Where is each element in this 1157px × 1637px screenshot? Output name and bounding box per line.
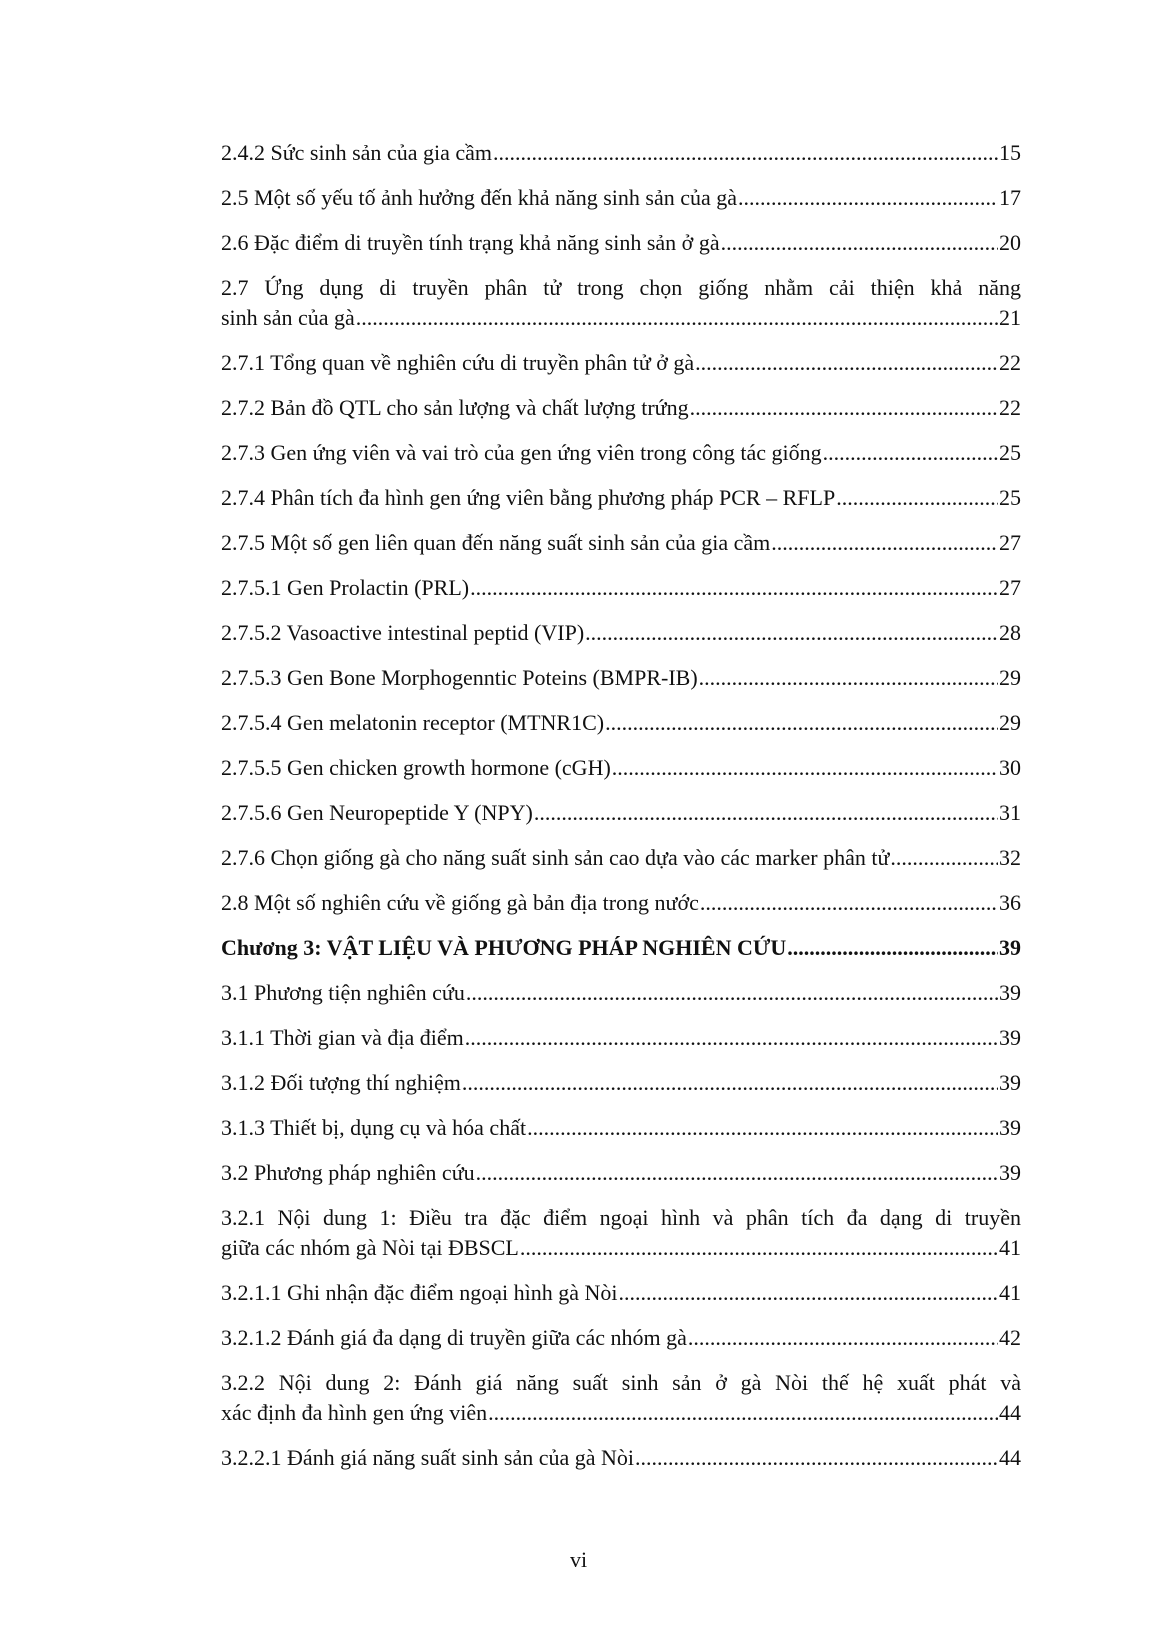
toc-leader-dots xyxy=(823,438,998,468)
toc-entry-3-2[interactable] xyxy=(221,1158,1021,1188)
toc-leader-dots xyxy=(470,573,998,603)
toc-entry-page: 39 xyxy=(999,1160,1021,1185)
toc-entry-2-7-1[interactable] xyxy=(221,348,1021,378)
toc-entry-title: 3.1.2 Đối tượng thí nghiệm xyxy=(221,1070,461,1095)
toc-leader-dots xyxy=(700,888,998,918)
toc-entry-page: 44 xyxy=(999,1400,1021,1425)
toc-entry-title: 2.7.5.6 Gen Neuropeptide Y (NPY) xyxy=(221,800,533,825)
toc-entry-page: 36 xyxy=(999,890,1021,915)
toc-entry-title: 2.7.2 Bản đồ QTL cho sản lượng và chất lượng trứng xyxy=(221,395,689,420)
toc-entry-title: 3.1.1 Thời gian và địa điểm xyxy=(221,1025,464,1050)
toc-entry-title: 2.4.2 Sức sinh sản của gia cầm xyxy=(221,140,492,165)
toc-leader-dots xyxy=(787,933,998,963)
toc-leader-dots xyxy=(738,183,998,213)
toc-entry-title: 3.1 Phương tiện nghiên cứu xyxy=(221,980,465,1005)
toc-entry-page: 41 xyxy=(999,1235,1021,1260)
toc-entry-title: 2.7.6 Chọn giống gà cho năng suất sinh sản cao dựa vào các marker phân tử xyxy=(221,845,890,870)
table-of-contents xyxy=(221,138,1021,1488)
toc-entry-page: 31 xyxy=(999,800,1021,825)
toc-entry-3-2-1-2[interactable] xyxy=(221,1323,1021,1353)
toc-leader-dots xyxy=(612,753,998,783)
toc-entry-2-4-2[interactable] xyxy=(221,138,1021,168)
toc-entry-3-2-1-1[interactable] xyxy=(221,1278,1021,1308)
toc-entry-title: 2.7.5.4 Gen melatonin receptor (MTNR1C) xyxy=(221,710,605,735)
toc-entry-2-5[interactable] xyxy=(221,183,1021,213)
toc-leader-dots xyxy=(635,1443,998,1473)
toc-entry-title: 2.8 Một số nghiên cứu về giống gà bản địa trong nước xyxy=(221,890,699,915)
toc-leader-dots xyxy=(890,843,998,873)
toc-chapter-title: Chương 3: VẬT LIỆU VÀ PHƯƠNG PHÁP NGHIÊN CỨU xyxy=(221,935,787,960)
toc-entry-title-line1: 2.7 Ứng dụng di truyền phân tử trong chọn giống nhằm cải thiện khả năng xyxy=(221,275,1021,300)
toc-entry-title: 2.7.5 Một số gen liên quan đến năng suất sinh sản của gia cầm xyxy=(221,530,771,555)
toc-entry-page: 44 xyxy=(999,1445,1021,1470)
toc-leader-dots xyxy=(699,663,998,693)
toc-leader-dots xyxy=(493,138,998,168)
toc-entry-2-7-6[interactable] xyxy=(221,843,1021,873)
toc-entry-2-7-2[interactable] xyxy=(221,393,1021,423)
toc-leader-dots xyxy=(465,1023,998,1053)
toc-entry-page: 39 xyxy=(999,1115,1021,1140)
toc-entry-page: 41 xyxy=(999,1280,1021,1305)
toc-entry-page: 21 xyxy=(999,305,1021,330)
toc-entry-title: sinh sản của gà xyxy=(221,305,355,330)
toc-leader-dots xyxy=(695,348,998,378)
toc-entry-page: 42 xyxy=(999,1325,1021,1350)
toc-entry-3-1-1[interactable] xyxy=(221,1023,1021,1053)
toc-entry-title: 2.6 Đặc điểm di truyền tính trạng khả năng sinh sản ở gà xyxy=(221,230,720,255)
toc-entry-3-2-2[interactable] xyxy=(221,1368,1021,1428)
toc-entry-title: xác định đa hình gen ứng viên xyxy=(221,1400,488,1425)
toc-entry-page: 15 xyxy=(999,140,1021,165)
toc-entry-page: 32 xyxy=(999,845,1021,870)
toc-entry-page: 25 xyxy=(999,485,1021,510)
toc-entry-title: 2.7.5.5 Gen chicken growth hormone (cGH) xyxy=(221,755,611,780)
toc-entry-chapter-3[interactable] xyxy=(221,933,1021,963)
toc-entry-page: 22 xyxy=(999,395,1021,420)
toc-leader-dots xyxy=(721,228,998,258)
toc-entry-title-line1: 3.2.1 Nội dung 1: Điều tra đặc điểm ngoại hình và phân tích đa dạng di truyền xyxy=(221,1205,1021,1230)
toc-entry-2-7-5[interactable] xyxy=(221,528,1021,558)
toc-leader-dots xyxy=(771,528,998,558)
toc-entry-2-7-5-3[interactable] xyxy=(221,663,1021,693)
toc-entry-3-2-2-1[interactable] xyxy=(221,1443,1021,1473)
toc-entry-title: giữa các nhóm gà Nòi tại ĐBSCL xyxy=(221,1235,519,1260)
toc-leader-dots xyxy=(356,303,998,333)
toc-leader-dots xyxy=(476,1158,998,1188)
toc-entry-page: 29 xyxy=(999,710,1021,735)
toc-entry-page: 22 xyxy=(999,350,1021,375)
toc-entry-title: 2.7.4 Phân tích đa hình gen ứng viên bằng phương pháp PCR – RFLP xyxy=(221,485,836,510)
toc-entry-2-7-5-2[interactable] xyxy=(221,618,1021,648)
toc-entry-3-1-2[interactable] xyxy=(221,1068,1021,1098)
toc-entry-title: 2.7.3 Gen ứng viên và vai trò của gen ứng viên trong công tác giống xyxy=(221,440,822,465)
toc-entry-page: 17 xyxy=(999,185,1021,210)
toc-leader-dots xyxy=(466,978,998,1008)
toc-leader-dots xyxy=(619,1278,998,1308)
toc-leader-dots xyxy=(688,1323,998,1353)
toc-entry-2-6[interactable] xyxy=(221,228,1021,258)
toc-leader-dots xyxy=(836,483,998,513)
toc-leader-dots xyxy=(520,1233,998,1263)
toc-entry-2-7-5-4[interactable] xyxy=(221,708,1021,738)
toc-leader-dots xyxy=(527,1113,998,1143)
toc-entry-page: 39 xyxy=(999,980,1021,1005)
toc-entry-3-1-3[interactable] xyxy=(221,1113,1021,1143)
toc-entry-2-7-3[interactable] xyxy=(221,438,1021,468)
toc-entry-title: 2.7.5.2 Vasoactive intestinal peptid (VIP) xyxy=(221,620,585,645)
toc-leader-dots xyxy=(690,393,998,423)
toc-entry-page: 25 xyxy=(999,440,1021,465)
toc-entry-title: 3.2.2.1 Đánh giá năng suất sinh sản của gà Nòi xyxy=(221,1445,635,1470)
toc-entry-3-2-1[interactable] xyxy=(221,1203,1021,1263)
toc-leader-dots xyxy=(585,618,998,648)
toc-entry-page: 39 xyxy=(999,1070,1021,1095)
toc-entry-3-1[interactable] xyxy=(221,978,1021,1008)
toc-entry-page: 27 xyxy=(999,575,1021,600)
toc-entry-2-7-4[interactable] xyxy=(221,483,1021,513)
toc-leader-dots xyxy=(534,798,998,828)
toc-entry-2-7[interactable] xyxy=(221,273,1021,333)
toc-leader-dots xyxy=(462,1068,998,1098)
toc-entry-page: 28 xyxy=(999,620,1021,645)
toc-entry-page: 39 xyxy=(999,1025,1021,1050)
toc-entry-title: 2.5 Một số yếu tố ảnh hưởng đến khả năng sinh sản của gà xyxy=(221,185,738,210)
toc-entry-page: 30 xyxy=(999,755,1021,780)
toc-entry-2-7-5-1[interactable] xyxy=(221,573,1021,603)
toc-leader-dots xyxy=(488,1398,998,1428)
toc-entry-title: 3.2.1.1 Ghi nhận đặc điểm ngoại hình gà Nòi xyxy=(221,1280,618,1305)
toc-entry-page: 29 xyxy=(999,665,1021,690)
toc-leader-dots xyxy=(605,708,998,738)
toc-entry-title-line1: 3.2.2 Nội dung 2: Đánh giá năng suất sinh sản ở gà Nòi thế hệ xuất phát và xyxy=(221,1370,1021,1395)
toc-entry-2-8[interactable] xyxy=(221,888,1021,918)
toc-entry-page: 20 xyxy=(999,230,1021,255)
toc-entry-title: 2.7.1 Tổng quan về nghiên cứu di truyền phân tử ở gà xyxy=(221,350,695,375)
toc-entry-title: 2.7.5.3 Gen Bone Morphogenntic Poteins (BMPR-IB) xyxy=(221,665,698,690)
toc-entry-title: 3.2 Phương pháp nghiên cứu xyxy=(221,1160,475,1185)
page-number: vi xyxy=(569,1547,588,1572)
toc-entry-2-7-5-5[interactable] xyxy=(221,753,1021,783)
toc-entry-title: 3.1.3 Thiết bị, dụng cụ và hóa chất xyxy=(221,1115,527,1140)
toc-entry-page: 39 xyxy=(999,935,1021,960)
toc-entry-title: 3.2.1.2 Đánh giá đa dạng di truyền giữa các nhóm gà xyxy=(221,1325,687,1350)
toc-entry-title: 2.7.5.1 Gen Prolactin (PRL) xyxy=(221,575,470,600)
toc-entry-page: 27 xyxy=(999,530,1021,555)
toc-entry-2-7-5-6[interactable] xyxy=(221,798,1021,828)
